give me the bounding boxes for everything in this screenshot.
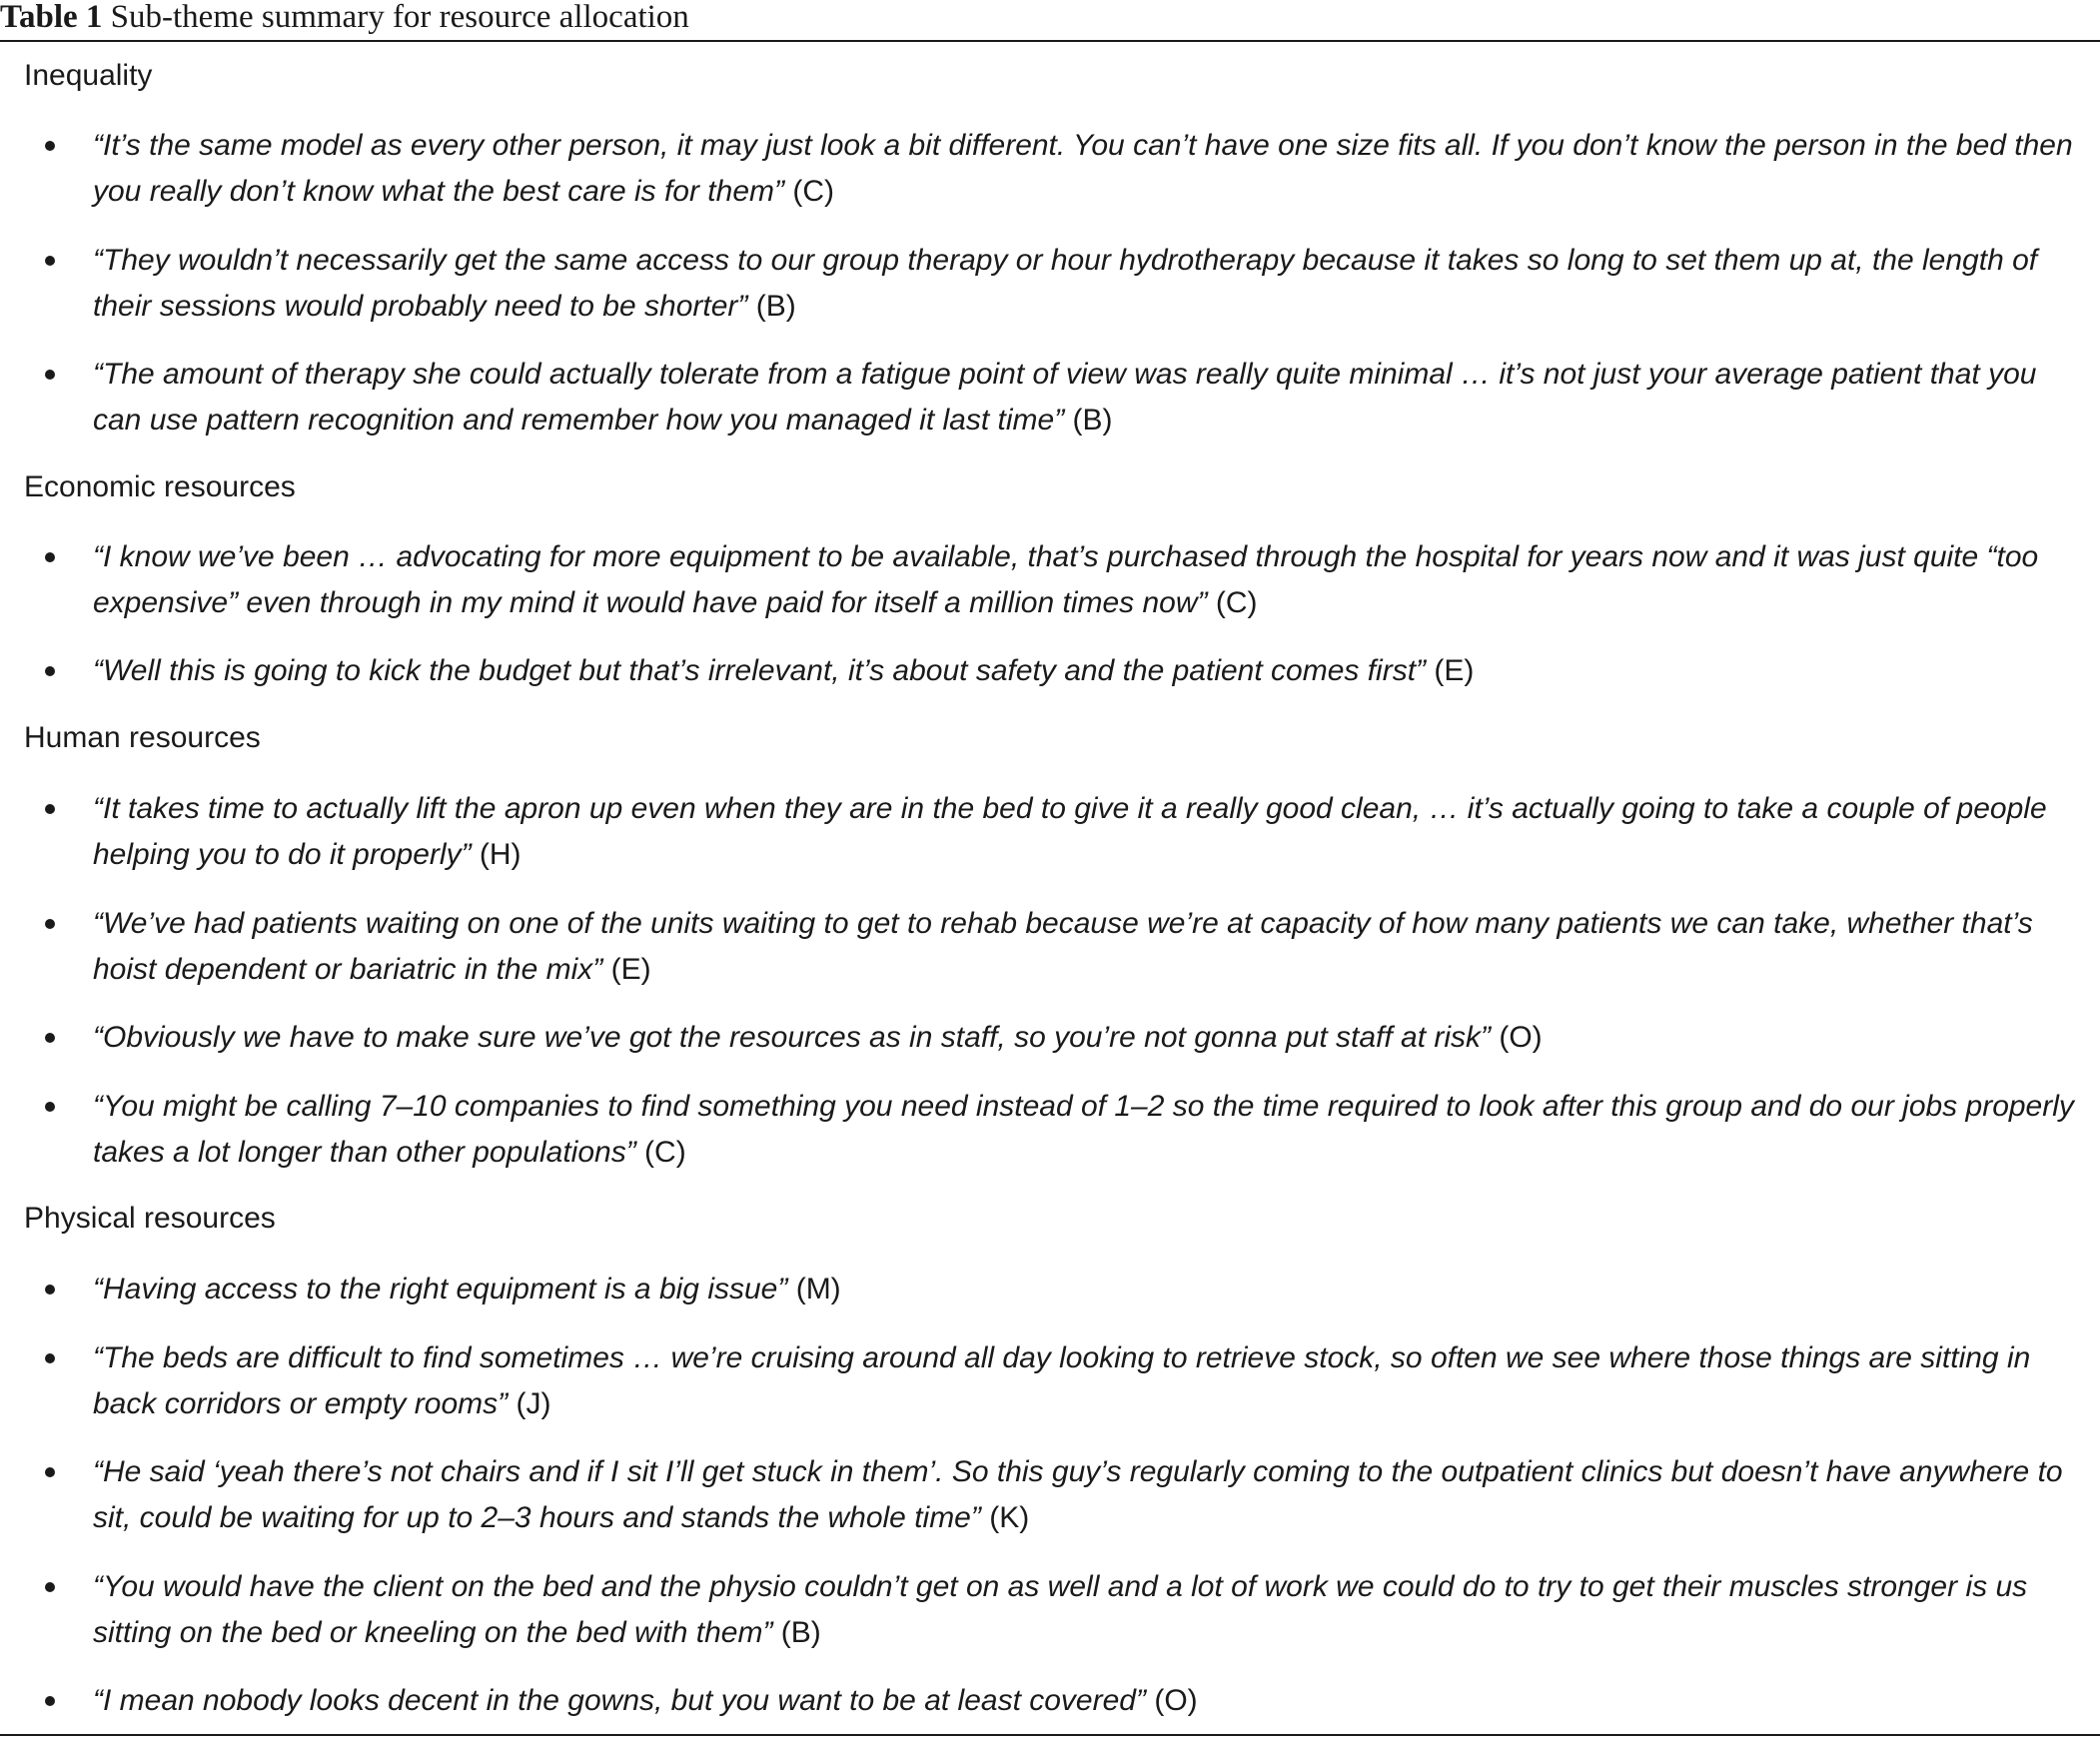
bullet-icon xyxy=(45,804,55,814)
table-caption-title: Sub-theme summary for resource allocation xyxy=(110,0,689,35)
bullet-icon xyxy=(45,552,55,562)
bullet-icon xyxy=(45,919,55,929)
bullet-icon xyxy=(45,1102,55,1112)
bullet-icon xyxy=(45,1285,55,1295)
quote-text: “We’ve had patients waiting on one of the units waiting to get to rehab because we’re at capacity of how many patients we can take, whether that’s hoist dependent or bariatric in the mix” xyxy=(93,907,2033,986)
participant-code: (O) xyxy=(1154,1684,1198,1717)
section-title-human-resources: Human resources xyxy=(24,721,261,754)
bullet-icon xyxy=(45,1033,55,1043)
bullet-icon xyxy=(45,1696,55,1706)
participant-code: (B) xyxy=(780,1616,821,1649)
quote-text: “You might be calling 7–10 companies to find something you need instead of 1–2 so the time required to look after this group and do our jobs properly takes a lot longer than other populations” xyxy=(93,1090,2074,1169)
quote-text: “They wouldn’t necessarily get the same access to our group therapy or hour hydrotherapy because it takes so long to set them up at, the length of their sessions would probably need to be shorter” xyxy=(93,244,2038,323)
participant-code: (K) xyxy=(989,1501,1030,1534)
quote-text: “I mean nobody looks decent in the gowns, but you want to be at least covered” xyxy=(93,1684,1146,1717)
quote-text: “The amount of therapy she could actually tolerate from a fatigue point of view was really quite minimal … it’s not just your average patient that you can use pattern recognition and remember how you managed it last time” xyxy=(93,358,2037,436)
participant-code: (E) xyxy=(610,953,651,986)
participant-code: (B) xyxy=(1072,404,1113,436)
participant-code: (C) xyxy=(792,175,834,208)
participant-code: (M) xyxy=(795,1273,841,1305)
bullet-icon xyxy=(45,141,55,151)
table-body xyxy=(0,42,2100,1734)
quote-text: “Having access to the right equipment is a big issue” xyxy=(93,1273,788,1305)
quote-text: “Obviously we have to make sure we’ve got the resources as in staff, so you’re not gonna put staff at risk” xyxy=(93,1021,1492,1054)
bullet-icon xyxy=(45,1467,55,1477)
quote-text: “I know we’ve been … advocating for more equipment to be available, that’s purchased through the hospital for years now and it was just quite “too expensive” even through in my mind it would have paid for itself a million times now” xyxy=(93,540,2039,619)
bullet-icon xyxy=(45,1582,55,1592)
section-title-inequality: Inequality xyxy=(24,59,153,92)
bullet-icon xyxy=(45,370,55,380)
quote-text: “It’s the same model as every other person, it may just look a bit different. You can’t have one size fits all. If you don’t know the person in the bed then you really don’t know what the best care is for them” xyxy=(93,129,2073,208)
participant-code: (B) xyxy=(755,290,796,323)
participant-code: (J) xyxy=(516,1387,551,1420)
section-title-economic-resources: Economic resources xyxy=(24,470,296,503)
bullet-icon xyxy=(45,666,55,676)
quote-text: “Well this is going to kick the budget but that’s irrelevant, it’s about safety and the patient comes first” xyxy=(93,654,1427,687)
section-title-physical-resources: Physical resources xyxy=(24,1202,276,1235)
table-caption-label: Table 1 xyxy=(0,0,103,35)
participant-code: (C) xyxy=(644,1136,686,1169)
bullet-icon xyxy=(45,1353,55,1363)
quote-text: “He said ‘yeah there’s not chairs and if I sit I’ll get stuck in them’. So this guy’s regularly coming to the outpatient clinics but doesn’t have anywhere to sit, could be waiting for up to 2–3 hours and stands the whole time” xyxy=(93,1455,2063,1534)
quote-text: “It takes time to actually lift the apron up even when they are in the bed to give it a really good clean, … it’s actually going to take a couple of people helping you to do it properly” xyxy=(93,792,2047,871)
participant-code: (O) xyxy=(1499,1021,1543,1054)
quote-text: “The beds are difficult to find sometimes … we’re cruising around all day looking to retrieve stock, so often we see where those things are sitting in back corridors or empty rooms” xyxy=(93,1341,2031,1420)
participant-code: (E) xyxy=(1434,654,1475,687)
bullet-icon xyxy=(45,256,55,266)
table-caption xyxy=(0,0,689,40)
quote-text: “You would have the client on the bed and the physio couldn’t get on as well and a lot of work we could do to try to get their muscles stronger is us sitting on the bed or kneeling on the bed with them” xyxy=(93,1570,2028,1649)
participant-code: (C) xyxy=(1215,586,1258,619)
participant-code: (H) xyxy=(479,838,522,871)
table-bottom-rule xyxy=(0,1734,2100,1736)
